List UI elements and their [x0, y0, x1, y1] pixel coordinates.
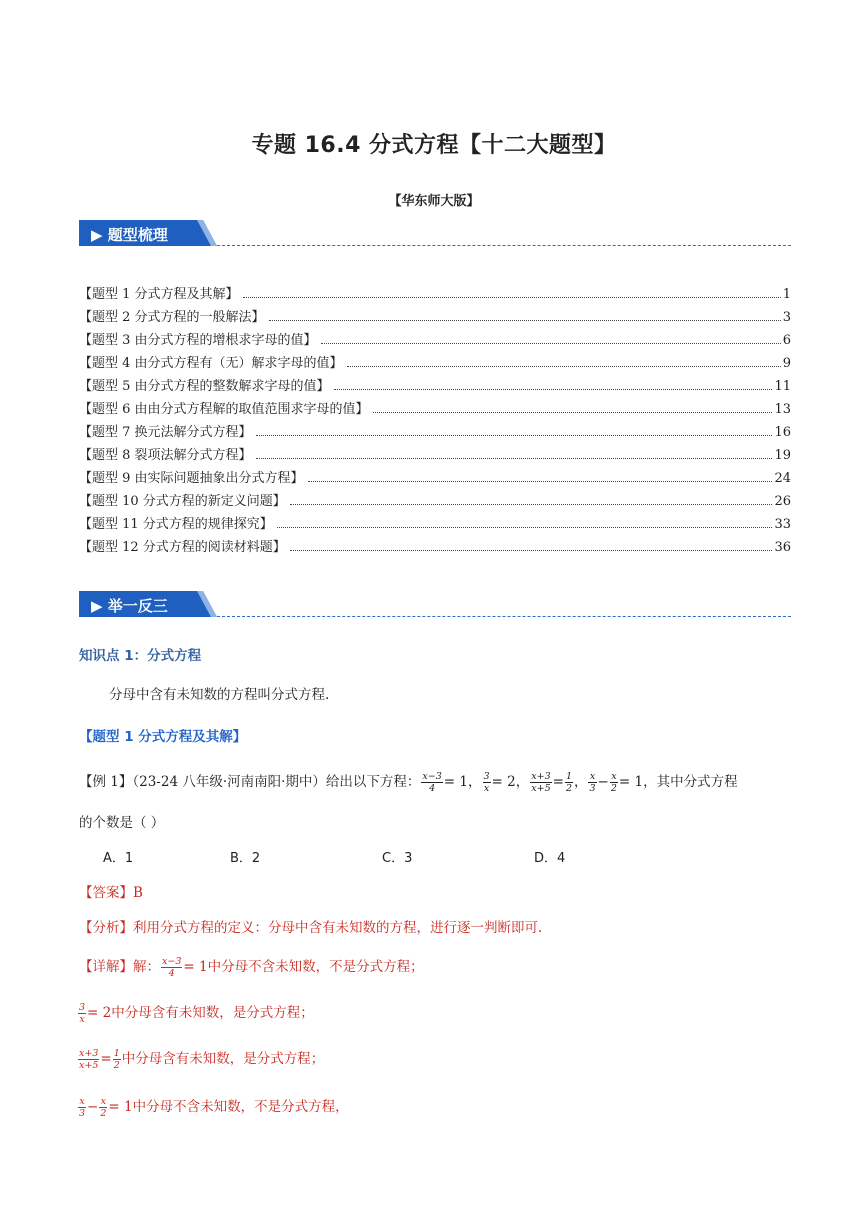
example-question-line: 【例 1】（23-24 八年级·河南南阳·期中）给出以下方程： $\frac{x-3}{4}$ = 1， $\frac{3}{x}$ = 2， $\frac{x+3}{x+5}$ = $\frac{1}{2}$ ， $\frac{x}{3}$ − $\frac{x}{2}$ = 1，其中分式方程: [79, 771, 738, 794]
fraction: $\frac{x-3}{4}$: [422, 771, 442, 794]
fraction: $\frac{x}{3}$: [79, 1096, 86, 1119]
toc-item[interactable]: 【题型 8 裂项法解分式方程】 19: [79, 448, 791, 463]
detail-line-3: $\frac{x+3}{x+5}$ = $\frac{1}{2}$ 中分母含有未知数，是分式方程；: [79, 1048, 325, 1071]
fraction: $\frac{3}{x}$: [79, 1002, 86, 1025]
section-banner-examples: [79, 591, 791, 617]
definition-text: 分母中含有未知数的方程叫分式方程.: [109, 687, 330, 703]
document-subtitle: 【华东师大版】: [388, 194, 480, 209]
toc-item[interactable]: 【题型 5 由分式方程的整数解求字母的值】 11: [79, 379, 791, 394]
toc-item[interactable]: 【题型 11 分式方程的规律探究】 33: [79, 517, 791, 532]
banner-title: ▶ 题型梳理: [91, 226, 168, 244]
fraction: $\frac{x}{2}$: [610, 771, 617, 794]
example-question-line2: 的个数是（ ）: [79, 815, 165, 831]
option-b[interactable]: B．2: [230, 851, 261, 866]
fraction: $\frac{1}{2}$: [565, 771, 572, 794]
toc-item[interactable]: 【题型 6 由由分式方程解的取值范围求字母的值】 13: [79, 402, 791, 417]
option-c[interactable]: C．3: [382, 851, 413, 866]
table-of-contents: [79, 283, 791, 559]
toc-item[interactable]: 【题型 1 分式方程及其解】 1: [79, 287, 791, 302]
fraction: $\frac{x}{2}$: [100, 1096, 107, 1119]
toc-item[interactable]: 【题型 4 由分式方程有（无）解求字母的值】 9: [79, 356, 791, 371]
knowledge-point-heading: 知识点 1：分式方程: [79, 648, 202, 664]
option-a[interactable]: A．1: [103, 851, 134, 866]
toc-item[interactable]: 【题型 3 由分式方程的增根求字母的值】 6: [79, 333, 791, 348]
banner-divider: [217, 245, 791, 246]
detail-line-2: $\frac{3}{x}$ = 2中分母含有未知数，是分式方程；: [79, 1002, 314, 1025]
option-d[interactable]: D．4: [534, 851, 566, 866]
toc-item[interactable]: 【题型 10 分式方程的新定义问题】 26: [79, 494, 791, 509]
detail-line-1: 【详解】解： $\frac{x-3}{4}$ = 1中分母不含未知数，不是分式方程；: [79, 956, 424, 979]
detail-line-4: $\frac{x}{3}$ − $\frac{x}{2}$ = 1中分母不含未知数，不是分式方程，: [79, 1096, 349, 1119]
type-heading: 【题型 1 分式方程及其解】: [79, 729, 247, 745]
banner-title: ▶ 举一反三: [91, 597, 168, 615]
banner-divider: [217, 616, 791, 617]
toc-item[interactable]: 【题型 12 分式方程的阅读材料题】 36: [79, 540, 791, 555]
answer-text: 【答案】B: [79, 885, 143, 901]
fraction: $\frac{x}{3}$: [589, 771, 596, 794]
fraction: $\frac{x-3}{4}$: [162, 956, 182, 979]
toc-item[interactable]: 【题型 7 换元法解分式方程】 16: [79, 425, 791, 440]
document-title: 专题 16.4 分式方程【十二大题型】: [251, 133, 617, 158]
fraction: $\frac{x+3}{x+5}$: [79, 1048, 99, 1071]
fraction: $\frac{1}{2}$: [113, 1048, 120, 1071]
example-suffix: 其中分式方程: [656, 774, 738, 790]
example-prefix: 【例 1】（23-24 八年级·河南南阳·期中）给出以下方程：: [79, 774, 421, 790]
section-banner-types: [79, 220, 791, 246]
toc-item[interactable]: 【题型 9 由实际问题抽象出分式方程】 24: [79, 471, 791, 486]
analysis-text: 【分析】利用分式方程的定义：分母中含有未知数的方程，进行逐一判断即可.: [79, 920, 543, 936]
fraction: $\frac{3}{x}$: [483, 771, 490, 794]
toc-item[interactable]: 【题型 2 分式方程的一般解法】 3: [79, 310, 791, 325]
fraction: $\frac{x+3}{x+5}$: [531, 771, 551, 794]
